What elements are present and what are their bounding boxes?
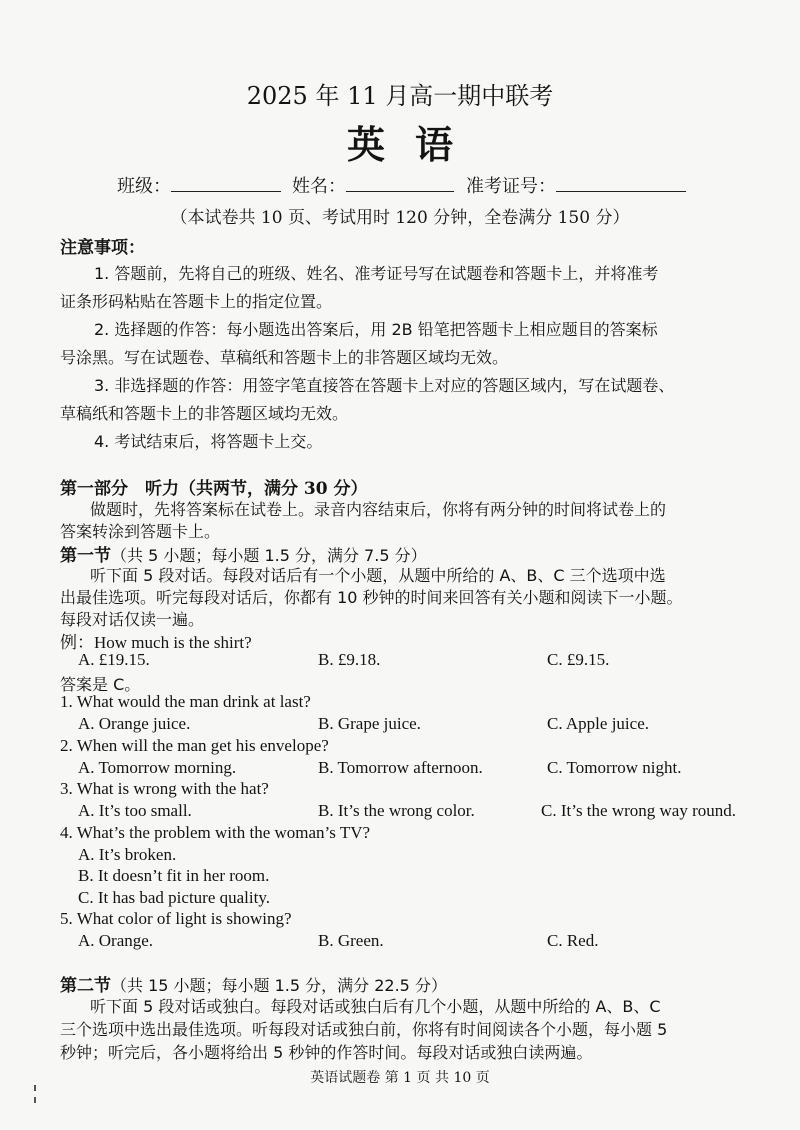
notice-line: 4. 考试结束后，将答题卡上交。 xyxy=(94,432,323,451)
question-3-option-b: B. It’s the wrong color. xyxy=(318,801,475,820)
class-label: 班级： xyxy=(117,176,171,197)
section1-heading-bold: 第一节 xyxy=(60,546,111,566)
question-1: 1. What would the man drink at last? xyxy=(60,692,311,711)
question-5-option-c: C. Red. xyxy=(547,931,599,950)
question-5: 5. What color of light is showing? xyxy=(60,909,292,928)
example-option-b: B. £9.18. xyxy=(318,650,381,669)
question-2-option-a: A. Tomorrow morning. xyxy=(78,758,237,777)
student-info-row xyxy=(0,172,800,200)
page-footer: 英语试题卷 第 1 页 共 10 页 xyxy=(310,1070,490,1086)
section2-heading-bold: 第二节 xyxy=(60,976,111,996)
question-1-option-a: A. Orange juice. xyxy=(78,714,191,733)
question-2-option-b: B. Tomorrow afternoon. xyxy=(318,758,483,777)
question-4-option-a: A. It’s broken. xyxy=(78,845,177,864)
question-4: 4. What’s the problem with the woman’s TV? xyxy=(60,823,371,842)
example-option-a: A. £19.15. xyxy=(78,650,150,669)
question-4-option-b: B. It doesn’t fit in her room. xyxy=(78,866,270,885)
exam-id-field xyxy=(466,172,686,198)
notice-heading: 注意事项： xyxy=(60,238,145,258)
question-1-option-b: B. Grape juice. xyxy=(318,714,421,733)
notice-line: 1. 答题前，先将自己的班级、姓名、准考证号写在试题卷和答题卡上，并将准考 xyxy=(94,264,659,283)
class-blank xyxy=(171,173,281,192)
exam-id-label: 准考证号： xyxy=(466,176,556,197)
section1-heading-rest: （共 5 小题；每小题 1.5 分，满分 7.5 分） xyxy=(111,546,427,565)
notice-line: 号涂黑。写在试题卷、草稿纸和答题卡上的非答题区域均无效。 xyxy=(60,348,509,367)
example-question: 例：How much is the shirt? xyxy=(60,633,252,652)
name-label: 姓名： xyxy=(292,176,346,197)
exam-note: （本试卷共 10 页、考试用时 120 分钟，全卷满分 150 分） xyxy=(170,208,630,228)
question-3-option-c: C. It’s the wrong way round. xyxy=(541,801,736,820)
name-blank xyxy=(346,173,454,192)
question-1-option-c: C. Apple juice. xyxy=(547,714,649,733)
question-5-option-a: A. Orange. xyxy=(78,931,154,950)
section2-intro-line: 三个选项中选出最佳选项。听每段对话或独白前，你将有时间阅读各个小题，每小题 5 xyxy=(60,1020,668,1039)
question-3: 3. What is wrong with the hat? xyxy=(60,779,269,798)
name-field xyxy=(292,172,454,198)
question-2-option-c: C. Tomorrow night. xyxy=(547,758,682,777)
part1-heading: 第一部分 听力（共两节，满分 30 分） xyxy=(60,479,368,499)
example-answer: 答案是 C。 xyxy=(60,675,141,694)
binding-margin-marks xyxy=(34,1085,36,1115)
notice-line: 2. 选择题的作答：每小题选出答案后，用 2B 铅笔把答题卡上相应题目的答案标 xyxy=(94,320,658,339)
question-2: 2. When will the man get his envelope? xyxy=(60,736,329,755)
section2-heading-rest: （共 15 小题；每小题 1.5 分，满分 22.5 分） xyxy=(111,976,447,995)
part1-intro-line: 答案转涂到答题卡上。 xyxy=(60,522,221,541)
section2-intro-line: 听下面 5 段对话或独白。每段对话或独白后有几个小题，从题中所给的 A、B、C xyxy=(90,997,661,1016)
section2-intro-line: 秒钟；听完后，各小题将给出 5 秒钟的作答时间。每段对话或独白读两遍。 xyxy=(60,1043,593,1062)
class-field xyxy=(117,172,281,198)
notice-line: 证条形码粘贴在答题卡上的指定位置。 xyxy=(60,292,333,311)
part1-intro-line: 做题时，先将答案标在试卷上。录音内容结束后，你将有两分钟的时间将试卷上的 xyxy=(90,500,667,519)
section1-intro-line: 每段对话仅读一遍。 xyxy=(60,610,205,629)
subject-title: 英语 xyxy=(346,122,483,167)
question-4-option-c: C. It has bad picture quality. xyxy=(78,888,270,907)
notice-line: 草稿纸和答题卡上的非答题区域均无效。 xyxy=(60,404,349,423)
question-3-option-a: A. It’s too small. xyxy=(78,801,192,820)
section2-heading xyxy=(60,971,447,996)
question-5-option-b: B. Green. xyxy=(318,931,384,950)
example-option-c: C. £9.15. xyxy=(547,650,610,669)
exam-title: 2025 年 11 月高一期中联考 xyxy=(246,82,554,110)
section1-intro-line: 听下面 5 段对话。每段对话后有一个小题，从题中所给的 A、B、C 三个选项中选 xyxy=(90,566,666,585)
section1-intro-line: 出最佳选项。听完每段对话后，你都有 10 秒钟的时间来回答有关小题和阅读下一小题。 xyxy=(60,588,683,607)
exam-id-blank xyxy=(556,173,686,192)
notice-line: 3. 非选择题的作答：用签字笔直接答在答题卡上对应的答题区域内，写在试题卷、 xyxy=(94,376,675,395)
